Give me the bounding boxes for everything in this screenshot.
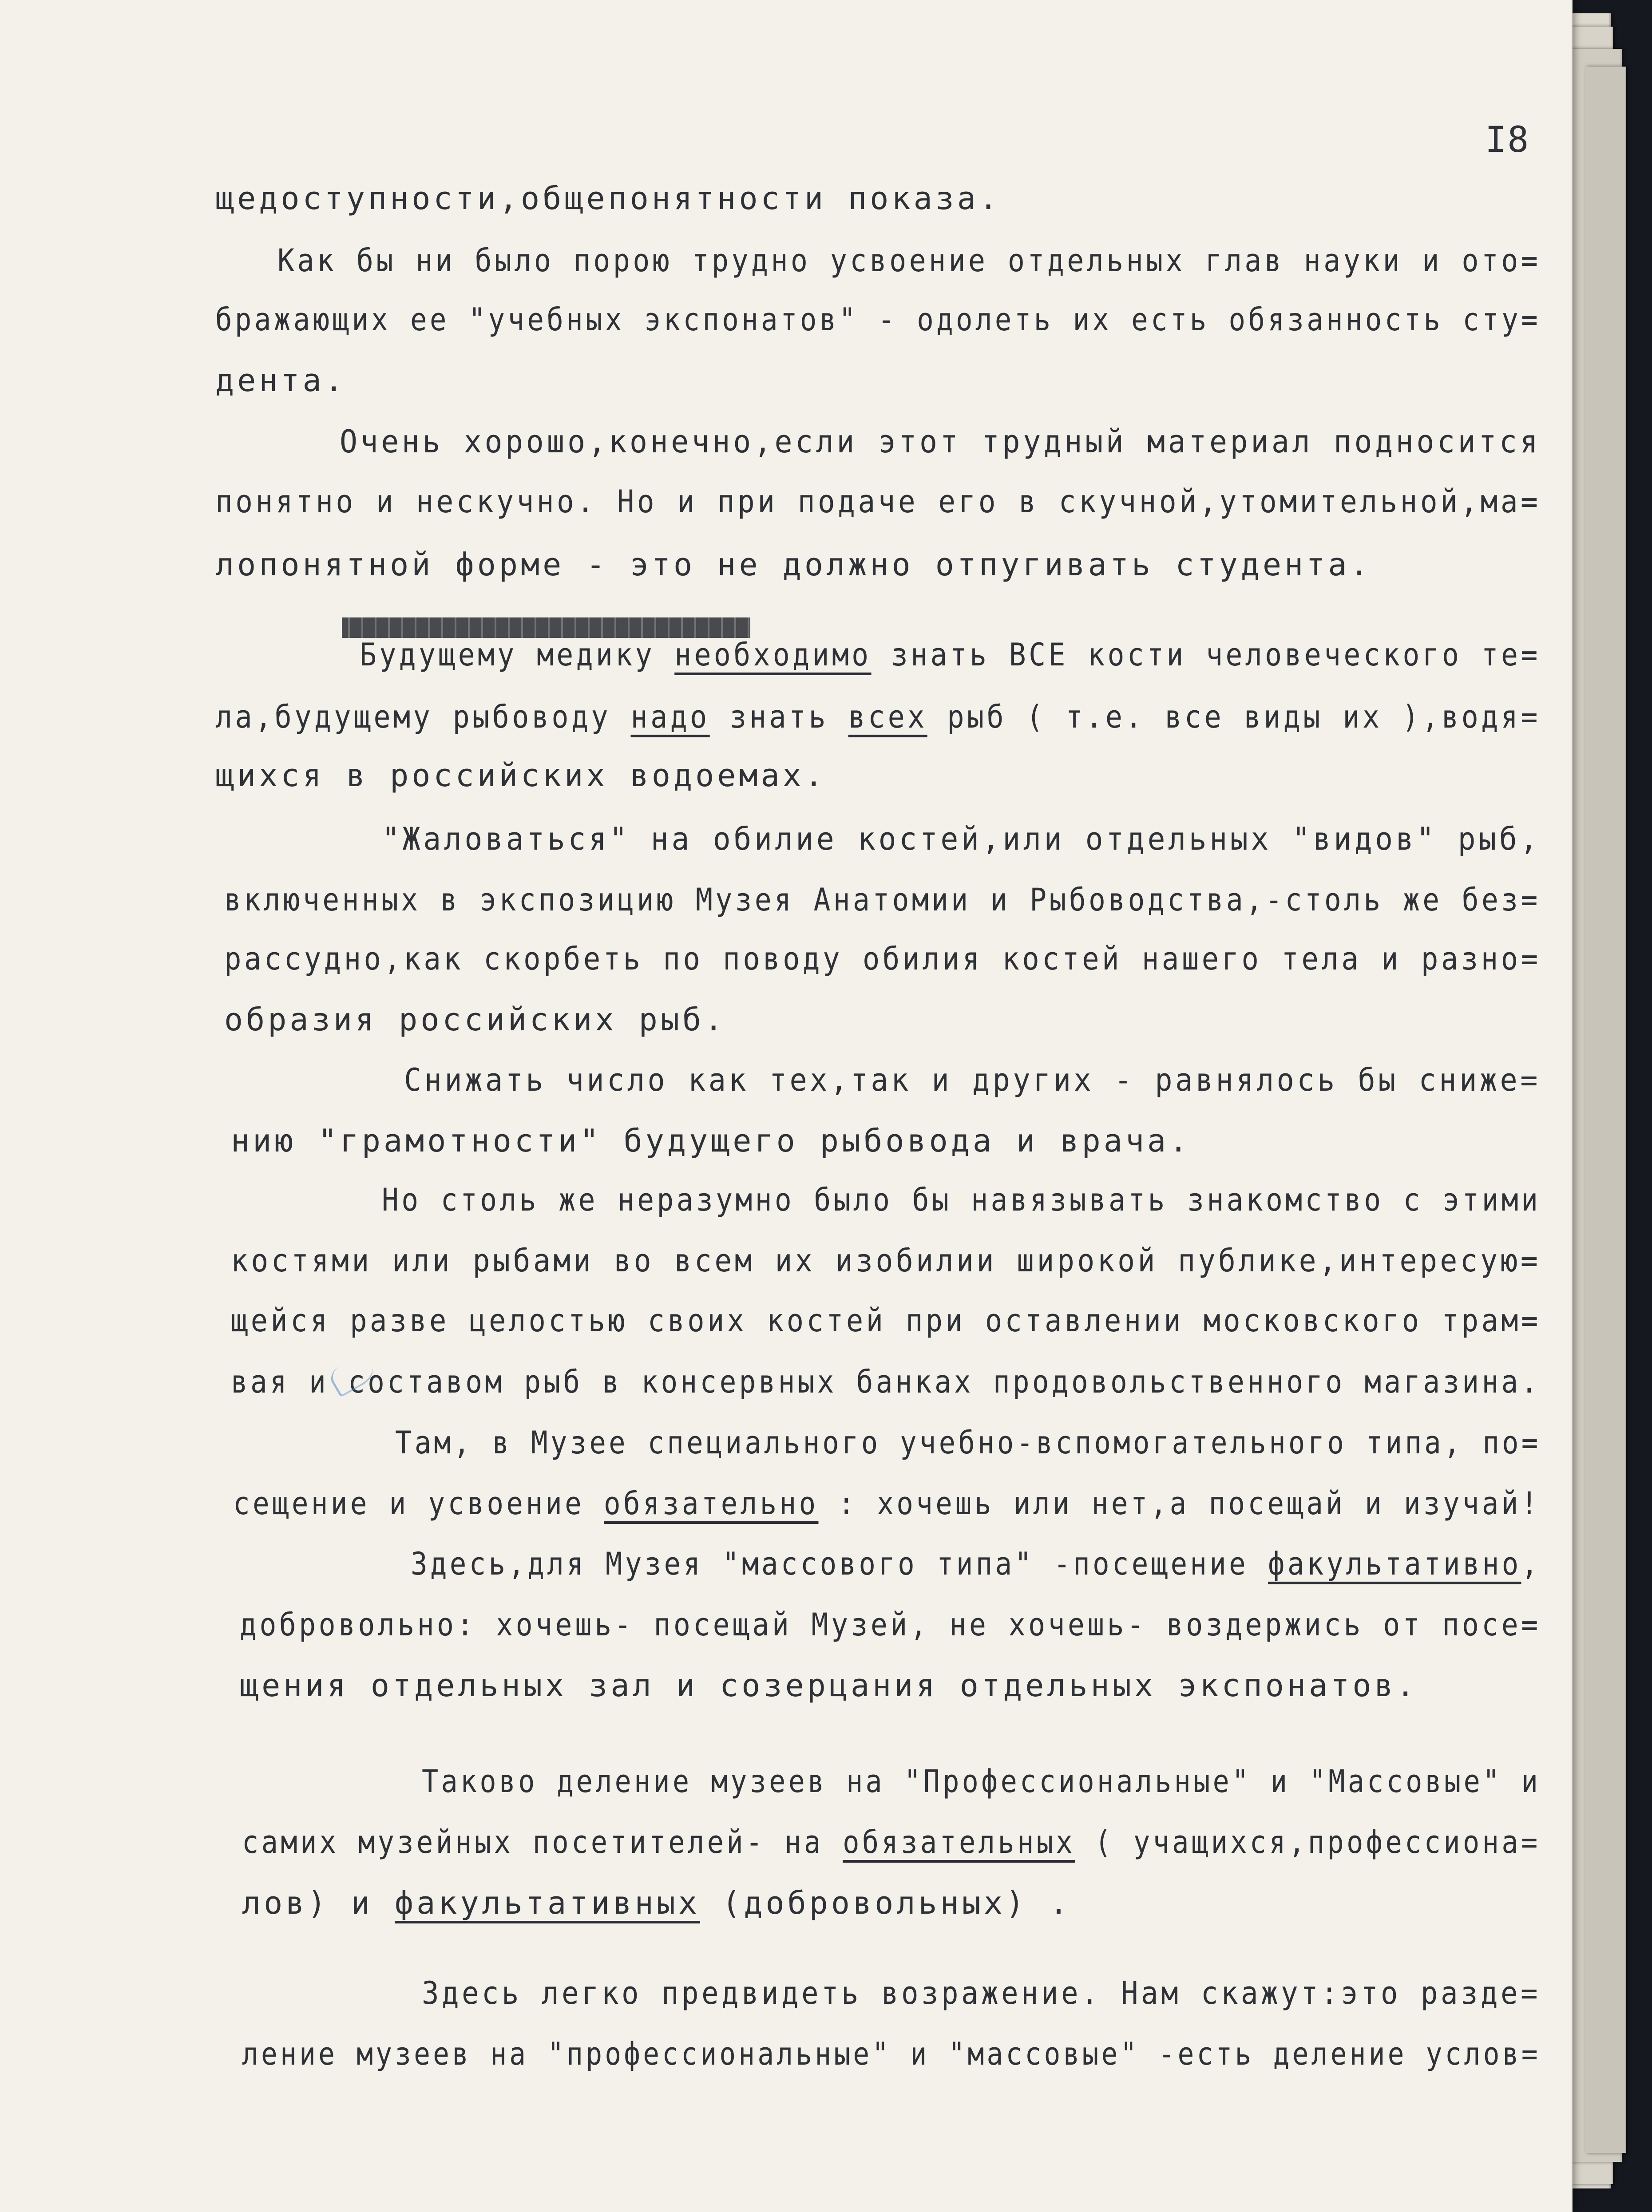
page-number: I8 [1485,119,1530,160]
text-line: нию "грамотности" будущего рыбовода и врача. [231,1123,1191,1159]
text-line: дента. [215,362,346,399]
text-line: Здесь,для Музея "массового типа" -посещение факультативно, [411,1546,1541,1582]
text-line: вая и составом рыб в консервных банках продовольственного магазина. [231,1364,1541,1400]
text-line: Здесь легко предвидеть возражение. Нам скажут:это разде= [422,1975,1541,2011]
text-line: Таково деление музеев на "Профессиональные" и "Массовые" и [422,1763,1541,1800]
text-line: "Жаловаться" на обилие костей,или отдельных "видов" рыб, [382,821,1541,857]
text-line: Как бы ни было порою трудно усвоение отдельных глав науки и ото= [277,242,1541,279]
text-line: щихся в российских водоемах. [215,757,827,794]
text-line: Снижать число как тех,так и других - равнялось бы сниже= [404,1062,1541,1098]
text-line: лов) и факультативных (добровольных) . [242,1885,1071,1921]
text-line: щедоступности,общепонятности показа. [215,180,1001,217]
text-line: ление музеев на "профессиональные" и "массовые" -есть деление услов= [242,2036,1541,2072]
text-line: костями или рыбами во всем их изобилии широкой публике,интересую= [231,1243,1541,1279]
text-line: включенных в экспозицию Музея Анатомии и Рыбоводства,-столь же без= [224,882,1541,918]
text-line: Там, в Музее специального учебно-вспомогательного типа, по= [395,1425,1541,1461]
text-line: рассудно,как скорбеть по поводу обилия костей нашего тела и разно= [224,941,1541,977]
text-line: бражающих ее "учебных экспонатов" - одолеть их есть обязанность сту= [215,301,1541,338]
text-line: щения отдельных зал и созерцания отдельных экспонатов. [240,1667,1418,1704]
text-line: образия российских рыб. [224,1001,726,1038]
page-edge [1585,67,1626,2153]
text-line: самих музейных посетителей- на обязательных ( учащихся,профессиона= [242,1824,1541,1860]
text-line: ла,будущему рыбоводу надо знать всех рыб ( т.е. все виды их ),водя= [215,699,1541,735]
text-line: понятно и нескучно. Но и при подаче его в скучной,утомительной,ма= [215,483,1541,520]
text-line: Но столь же неразумно было бы навязывать знакомство с этими [382,1182,1541,1218]
text-line: сещение и усвоение обязательно : хочешь или нет,а посещай и изучай! [233,1485,1541,1522]
text-line: добровольно: хочешь- посещай Музей, не хочешь- воздержись от посе= [240,1607,1541,1643]
text-line: щейся разве целостью своих костей при оставлении московского трам= [231,1302,1541,1339]
text-line: Будущему медику необходимо знать ВСЕ кости человеческого те= [360,637,1541,673]
text-line: Очень хорошо,конечно,если этот трудный материал подносится [340,423,1541,460]
text-line: лопонятной форме - это не должно отпугивать студента. [215,546,1372,583]
